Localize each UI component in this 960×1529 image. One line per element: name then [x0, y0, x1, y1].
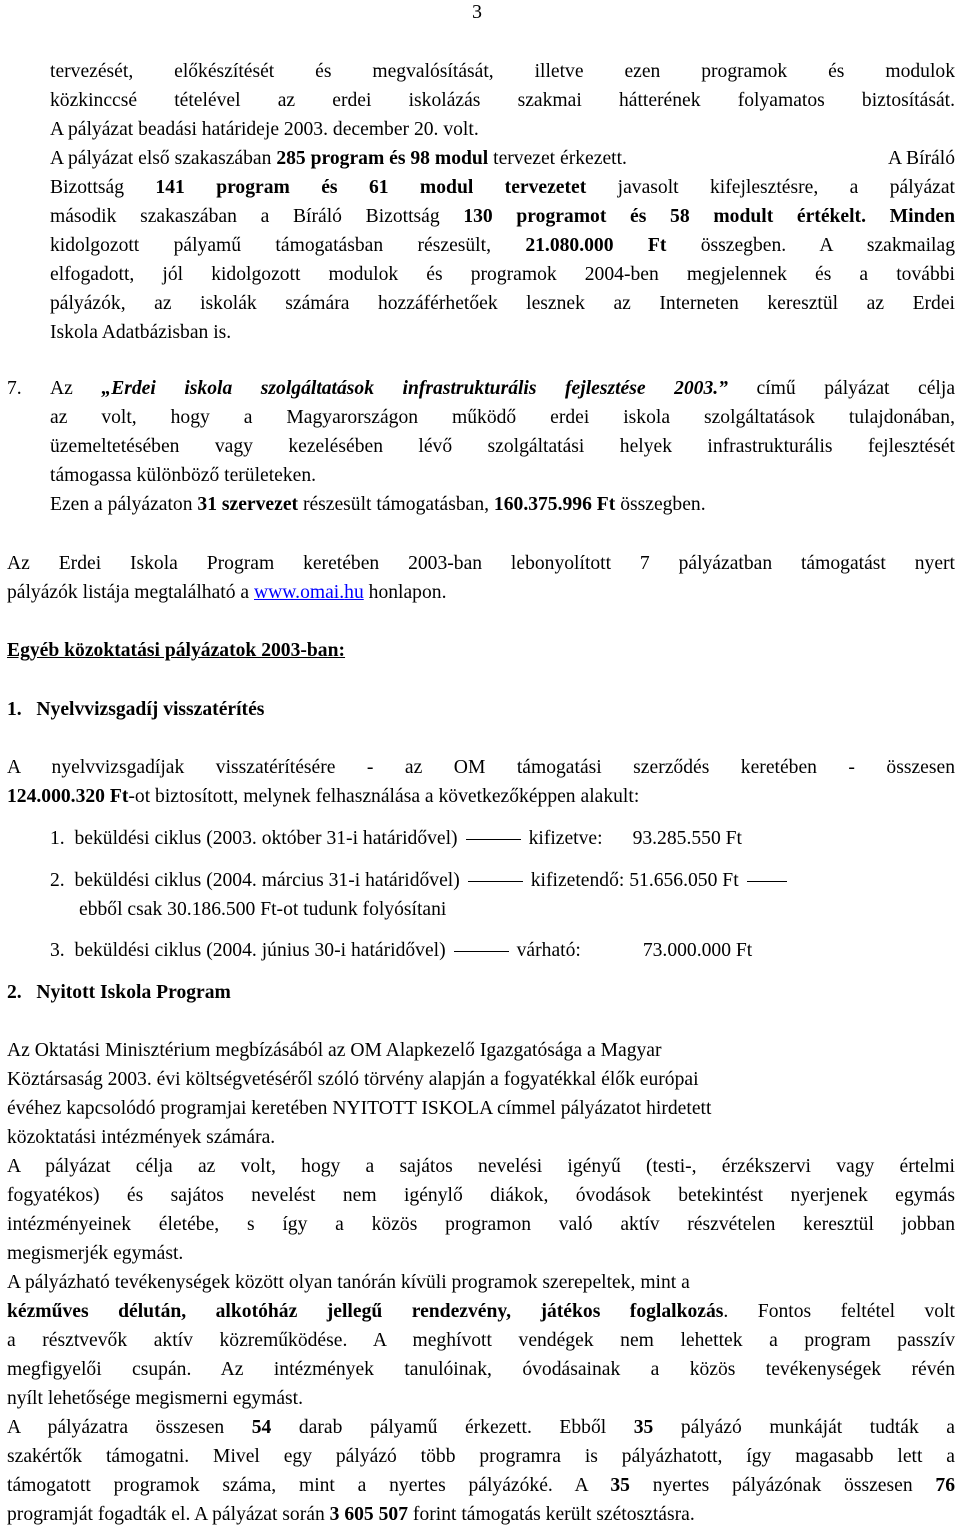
text-line: közoktatási intézmények számára.	[7, 1127, 276, 1148]
text-span: Az	[50, 378, 102, 399]
text-span: Bizottság	[50, 177, 156, 198]
text-line: nyílt lehetősége megismerni egymást.	[7, 1388, 304, 1409]
text-span: második szakaszában a Bíráló Bizottság	[50, 206, 464, 227]
bold-span: 54	[251, 1417, 272, 1438]
item-text: beküldési ciklus (2004. március 31-i határidővel)	[74, 870, 460, 891]
text-span: pályázók listája megtalálható a	[7, 582, 254, 603]
dash-rule	[466, 839, 521, 840]
text-span: -ot biztosított, melynek felhasználása a következőképpen alakult:	[128, 786, 640, 807]
text-line	[7, 1500, 955, 1529]
text-line: tervezését, előkészítését és megvalósítását, illetve ezen programok és modulok	[50, 61, 955, 82]
item-status: kifizetve:	[528, 828, 603, 849]
text-line	[7, 578, 955, 607]
text-line: évéhez kapcsolódó programjai keretében NYITOTT ISKOLA címmel pályázatot hirdetett	[7, 1098, 712, 1119]
sec2-heading	[7, 978, 955, 1007]
text-line	[50, 374, 955, 403]
text-line: elfogadott, jól kidolgozott modulok és programok 2004-ben megjelennek és a további	[50, 264, 955, 285]
section-heading	[7, 636, 955, 665]
bold-span: Minden	[865, 206, 955, 227]
program-title: „Erdei iskola szolgáltatások infrastrukturális fejlesztése 2003.”	[101, 378, 728, 399]
omai-link[interactable]: www.omai.hu	[254, 582, 364, 603]
text-line: megismerjék egymást.	[7, 1243, 184, 1264]
text-span: támogatott programok száma, mint a nyertes pályázóké. A	[7, 1475, 611, 1496]
text-line: A pályázat célja az volt, hogy a sajátos nevelési igényű (testi-, érzékszervi vagy értelmi	[7, 1156, 955, 1177]
text-line: A nyelvvizsgadíjak visszatérítésére - az OM támogatási szerződés keretében - összesen	[7, 757, 955, 778]
text-span: nyertes pályázónak összesen	[629, 1475, 936, 1496]
text-span: A pályázatra összesen	[7, 1417, 252, 1438]
list-item	[50, 824, 930, 853]
text-line: pályázók, az iskolák számára hozzáférhetőek lesznek az Interneten keresztül az Erdei	[50, 293, 955, 314]
item-amount: 93.285.550 Ft	[632, 828, 742, 849]
text-span: programját fogadták el. A pályázat során	[7, 1504, 330, 1525]
dash-rule	[468, 881, 523, 882]
bold-span: 21.080.000 Ft	[525, 235, 667, 256]
bold-span: 35	[610, 1475, 630, 1496]
list-item	[50, 936, 930, 965]
item-text: beküldési ciklus (2003. október 31-i határidővel)	[74, 828, 458, 849]
item-7-body	[50, 374, 955, 519]
text-line: közkinccsé tételével az erdei iskolázás szakmai hátterének folyamatos biztosítását.	[50, 90, 955, 111]
text-span: forint támogatás került szétosztásra.	[408, 1504, 695, 1525]
text-line: Az Oktatási Minisztérium megbízásából az OM Alapkezelő Igazgatósága a Magyar	[7, 1040, 662, 1061]
text-line	[888, 144, 955, 173]
text-line: intézményeinek életébe, s így a közös programon való aktív részvételen keresztül jobban	[7, 1214, 955, 1235]
text-line: megfigyelői csupán. Az intézmények tanulóinak, óvodásainak a közös tevékenységek révén	[7, 1359, 955, 1380]
text-span: pályázó munkáját tudták a	[653, 1417, 956, 1438]
text-line: a résztvevők aktív közreműködése. A meghívott vendégek nem lehettek a program passzív	[7, 1330, 955, 1351]
text-span: összegben.	[615, 494, 706, 515]
heading-text: 2. Nyitott Iskola Program	[7, 982, 231, 1003]
text-span: darab pályamű érkezett. Ebből	[271, 1417, 634, 1438]
text-line: A pályázat beadási határideje 2003. december 20. volt.	[50, 119, 479, 140]
text-span: részesült támogatásban,	[298, 494, 494, 515]
list-number: 7.	[7, 378, 22, 399]
heading-text: 1. Nyelvvizsgadíj visszatérítés	[7, 699, 265, 720]
text-span: A szakmailag	[786, 235, 955, 256]
bold-span: kézműves délután, alkotóház jellegű rendezvény, játékos foglalkozás	[7, 1301, 724, 1322]
text-line: Iskola Adatbázisban is.	[50, 322, 232, 343]
dash-rule	[454, 951, 509, 952]
bold-span: 35	[633, 1417, 654, 1438]
text-line: üzemeltetésében vagy kezelésében lévő szolgáltatási helyek infrastrukturális fejlesztését	[50, 436, 955, 457]
sec2-p1	[7, 1036, 955, 1529]
text-line	[50, 173, 955, 202]
intro-paragraph	[50, 57, 955, 347]
text-span: Ezen a pályázaton	[50, 494, 198, 515]
text-span: A Bíráló	[888, 148, 955, 169]
item-amount: 73.000.000 Ft	[642, 940, 753, 961]
text-span: tervezet érkezett.	[488, 148, 627, 169]
text-line	[50, 202, 955, 231]
text-line: Köztársaság 2003. évi költségvetéséről szóló törvény alapján a fogyatékkal élők európai	[7, 1069, 699, 1090]
text-span: . Fontos feltétel volt	[723, 1301, 955, 1322]
list-number: 2.	[50, 870, 65, 891]
bold-span: 124.000.320 Ft	[7, 786, 129, 807]
sec1-heading	[7, 695, 955, 724]
item-text: beküldési ciklus (2004. június 30-i határidővel)	[74, 940, 446, 961]
bold-span: 31 szervezet	[197, 494, 299, 515]
text-line	[50, 144, 955, 173]
item-note: ebből csak 30.186.500 Ft-ot tudunk folyósítani	[79, 899, 447, 920]
text-span: összegben.	[666, 235, 787, 256]
text-span: honlapon.	[363, 582, 447, 603]
bold-span: 141 program és 61 modul tervezetet	[155, 177, 587, 198]
item-status: kifizetendő: 51.656.050 Ft	[530, 870, 739, 891]
text-line	[7, 1471, 955, 1500]
bold-span: 160.375.996 Ft	[493, 494, 616, 515]
text-line: fogyatékos) és sajátos nevelést nem igénylő diákok, óvodások betekintést nyerjenek egymás	[7, 1185, 955, 1206]
dash-rule	[747, 881, 787, 882]
text-span: kidolgozott pályamű támogatásban részesült,	[50, 235, 526, 256]
bold-span: 285 program és 98 modul	[276, 148, 489, 169]
item-status: várható:	[516, 940, 581, 961]
text-span: A pályázat első szakaszában	[50, 148, 277, 169]
text-line: szakértők támogatni. Mivel egy pályázó több programra is pályázhatott, így magasabb lett a	[7, 1446, 955, 1467]
bold-span: 76	[935, 1475, 955, 1496]
text-line	[50, 231, 955, 260]
text-span: javasolt kifejlesztésre, a pályázat	[586, 177, 955, 198]
text-line: A pályázható tevékenységek között olyan tanórán kívüli programok szerepeltek, mint a	[7, 1272, 690, 1293]
text-line: támogassa különböző területeken.	[50, 465, 317, 486]
page-number: 3	[472, 1, 482, 23]
list-item	[50, 866, 930, 924]
text-line	[50, 490, 955, 519]
text-line	[7, 1413, 955, 1442]
text-line: az volt, hogy a Magyarországon működő erdei iskola szolgáltatások tulajdonában,	[50, 407, 955, 428]
list-number: 1.	[50, 828, 65, 849]
list-number: 3.	[50, 940, 65, 961]
heading-text: Egyéb közoktatási pályázatok 2003-ban:	[7, 640, 346, 661]
text-line: Az Erdei Iskola Program keretében 2003-ban lebonyolított 7 pályázatban támogatást nyert	[7, 553, 955, 574]
text-line	[7, 782, 955, 811]
eip-paragraph	[7, 549, 955, 607]
text-span: című pályázat célja	[727, 378, 956, 399]
bold-span: 130 programot és 58 modult értékelt.	[463, 206, 866, 227]
bold-span: 3 605 507	[329, 1504, 409, 1525]
text-line	[7, 1297, 955, 1326]
sec1-paragraph	[7, 753, 955, 811]
